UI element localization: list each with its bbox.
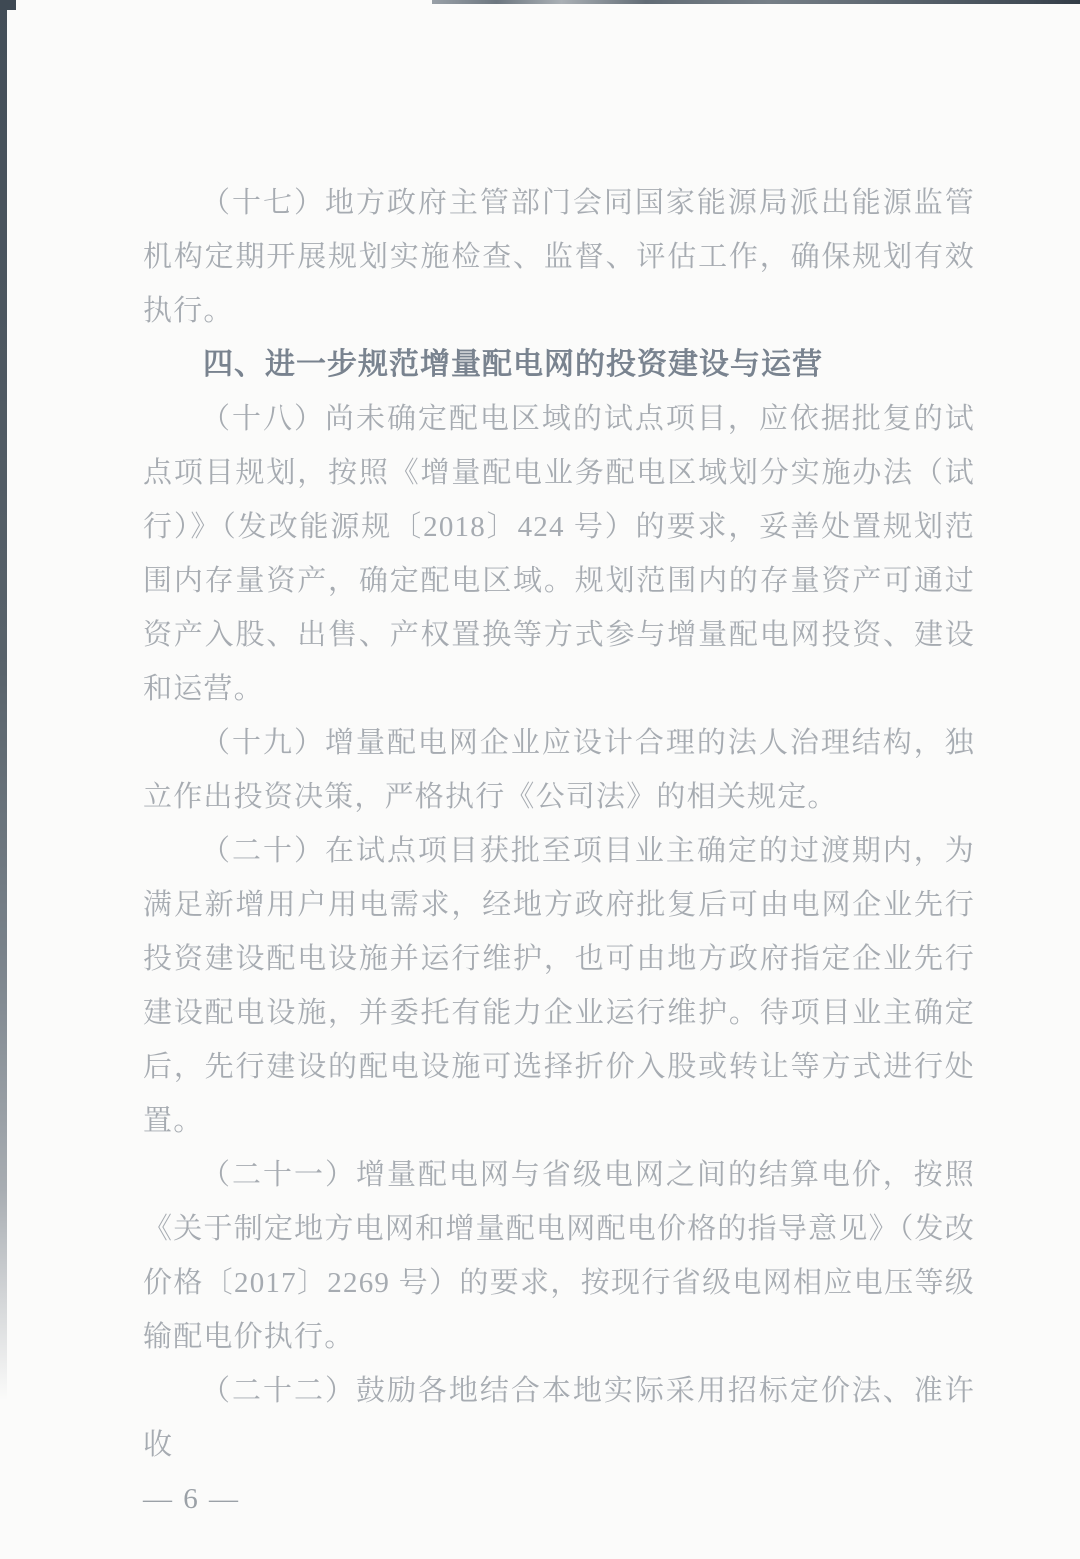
paragraph-21: （二十一）增量配电网与省级电网之间的结算电价，按照《关于制定地方电网和增量配电网配电价格的指导意见》（发改价格〔2017〕2269 号）的要求，按现行省级电网相应电压等级输配电价执行。 xyxy=(143,1159,975,1353)
paragraph-18: （十八）尚未确定配电区域的试点项目，应依据批复的试点项目规划，按照《增量配电业务配电区域划分实施办法（试行）》（发改能源规〔2018〕424 号）的要求，妥善处置规划范围内存量资产，确定配电区域。规划范围内的存量资产可通过资产入股、出售、产权置换等方式参与增量配电网投资、建设和运营。 xyxy=(143,403,975,705)
scan-edge-top xyxy=(432,0,1080,4)
paragraph-20: （二十）在试点项目获批至项目业主确定的过渡期内，为满足新增用户用电需求，经地方政府批复后可由电网企业先行投资建设配电设施并运行维护，也可由地方政府指定企业先行建设配电设施，并委托有能力企业运行维护。待项目业主确定后，先行建设的配电设施可选择折价入股或转让等方式进行处置。 xyxy=(143,835,975,1137)
paragraph-19: （十九）增量配电网企业应设计合理的法人治理结构，独立作出投资决策，严格执行《公司法》的相关规定。 xyxy=(143,727,975,813)
page-number: — 6 — xyxy=(143,1483,240,1515)
paragraph-22: （二十二）鼓励各地结合本地实际采用招标定价法、准许收 xyxy=(143,1375,975,1461)
scan-edge-left xyxy=(0,0,7,1400)
scan-corner-mark xyxy=(0,0,16,10)
paragraph-17: （十七）地方政府主管部门会同国家能源局派出能源监管机构定期开展规划实施检查、监督、评估工作，确保规划有效执行。 xyxy=(143,187,975,327)
section-heading-4: 四、进一步规范增量配电网的投资建设与运营 xyxy=(203,348,823,381)
document-page-body xyxy=(143,176,975,1526)
